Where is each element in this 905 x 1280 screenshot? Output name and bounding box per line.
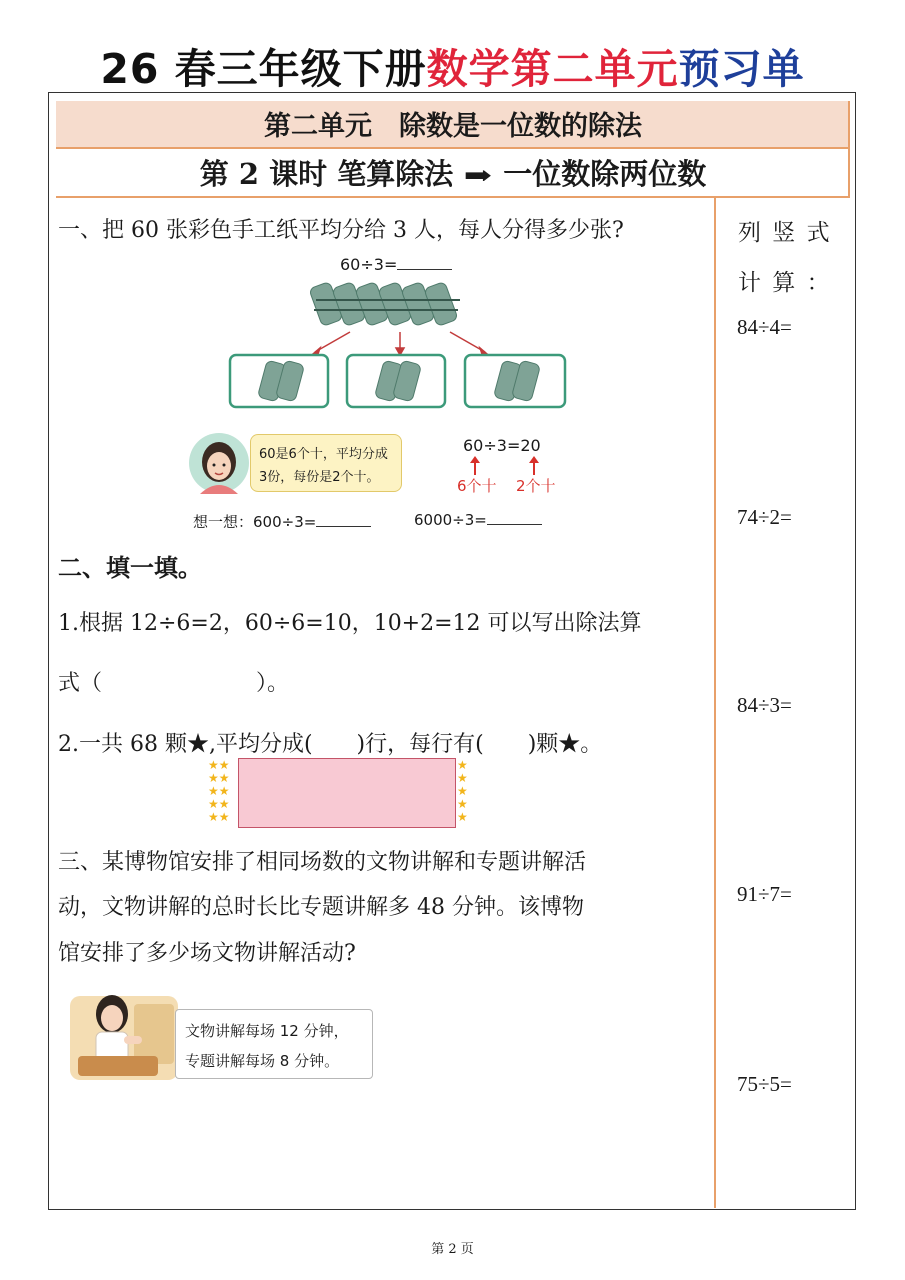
title-part-subject: 数学第二单元 [426,45,679,93]
q3-line-3: 馆安排了多少场文物讲解活动? [58,941,356,966]
column-divider [714,196,716,1208]
question-1-text: 一、把 60 张彩色手工纸平均分给 3 人，每人分得多少张? [58,218,624,243]
activity-info-box [175,1009,373,1079]
think-blank-2 [487,524,542,525]
think-label: 想一想： [193,513,254,531]
label-two-tens: 2个十 [516,477,556,495]
q1-result-equation: 60÷3=20 [463,436,541,455]
title-part-type: 预习单 [678,45,805,93]
stars-right-icon: ★ ★ ★ ★ ★ [457,758,468,824]
q2-item1-line1: 1.根据 12÷6=2，60÷6=10，10+2=12 可以写出除法算 [58,611,642,636]
lesson-topic: 一位数除两位数 [503,157,707,191]
page-number: 第 2 页 [431,1242,474,1257]
calc-problem-1: 84÷4= [737,315,792,339]
calc-problem-5: 75÷5= [737,1072,792,1096]
label-six-tens: 6个十 [457,477,497,495]
think-equation-1: 600÷3= [253,513,317,531]
hint-line-1: 60是6个十，平均分成 [259,447,388,462]
divider-lesson [56,196,850,198]
lesson-name: 第 2 课时 笔算除法 [199,157,454,191]
side-heading-line-2: 计 算 ： [738,270,832,296]
right-arrow-icon: ➡ [464,161,493,191]
page-title [0,36,905,95]
calc-problem-4: 91÷7= [737,882,792,906]
lesson-title [56,152,850,193]
think-row [193,511,371,532]
star-cover-box [238,758,456,828]
q1-equation-label: 60÷3= [340,255,398,274]
hint-bubble [250,434,402,492]
think-blank-1 [316,526,371,527]
paper-bundles-illustration [180,270,590,420]
think-equation-2: 6000÷3= [414,511,487,529]
title-part-grade: 26 春三年级下册 [100,45,427,93]
q3-line-2: 动，文物讲解的总时长比专题讲解多 48 分钟。该博物 [58,895,584,920]
guide-illustration [70,986,180,1082]
q3-line-1: 三、某博物馆安排了相同场数的文物讲解和专题讲解活 [58,850,587,875]
side-heading-line-1: 列 竖 式 [738,220,832,246]
unit-title: 第二单元 除数是一位数的除法 [264,111,642,142]
distribution-arrows-icon [313,332,487,355]
info-line-2: 专题讲解每场 8 分钟。 [185,1052,340,1070]
teacher-avatar [188,432,250,494]
question-2-heading: 二、填一填。 [58,553,202,582]
calc-problem-3: 84÷3= [737,693,792,717]
divider-unit [56,147,850,149]
info-line-1: 文物讲解每场 12 分钟， [185,1022,349,1040]
red-up-arrows-icon [462,455,562,477]
q2-item1-line2: 式（ ）。 [58,671,290,696]
think-row-2 [414,511,542,529]
q2-item2: 2.一共 68 颗★,平均分成( )行，每行有( )颗★。 [58,732,603,757]
bundles-top-row-icon [309,281,460,326]
hint-line-2: 3份，每份是2个十。 [259,470,380,485]
stars-left-icon: ★★ ★★ ★★ ★★ ★★ [208,758,230,824]
calc-problem-2: 74÷2= [737,505,792,529]
